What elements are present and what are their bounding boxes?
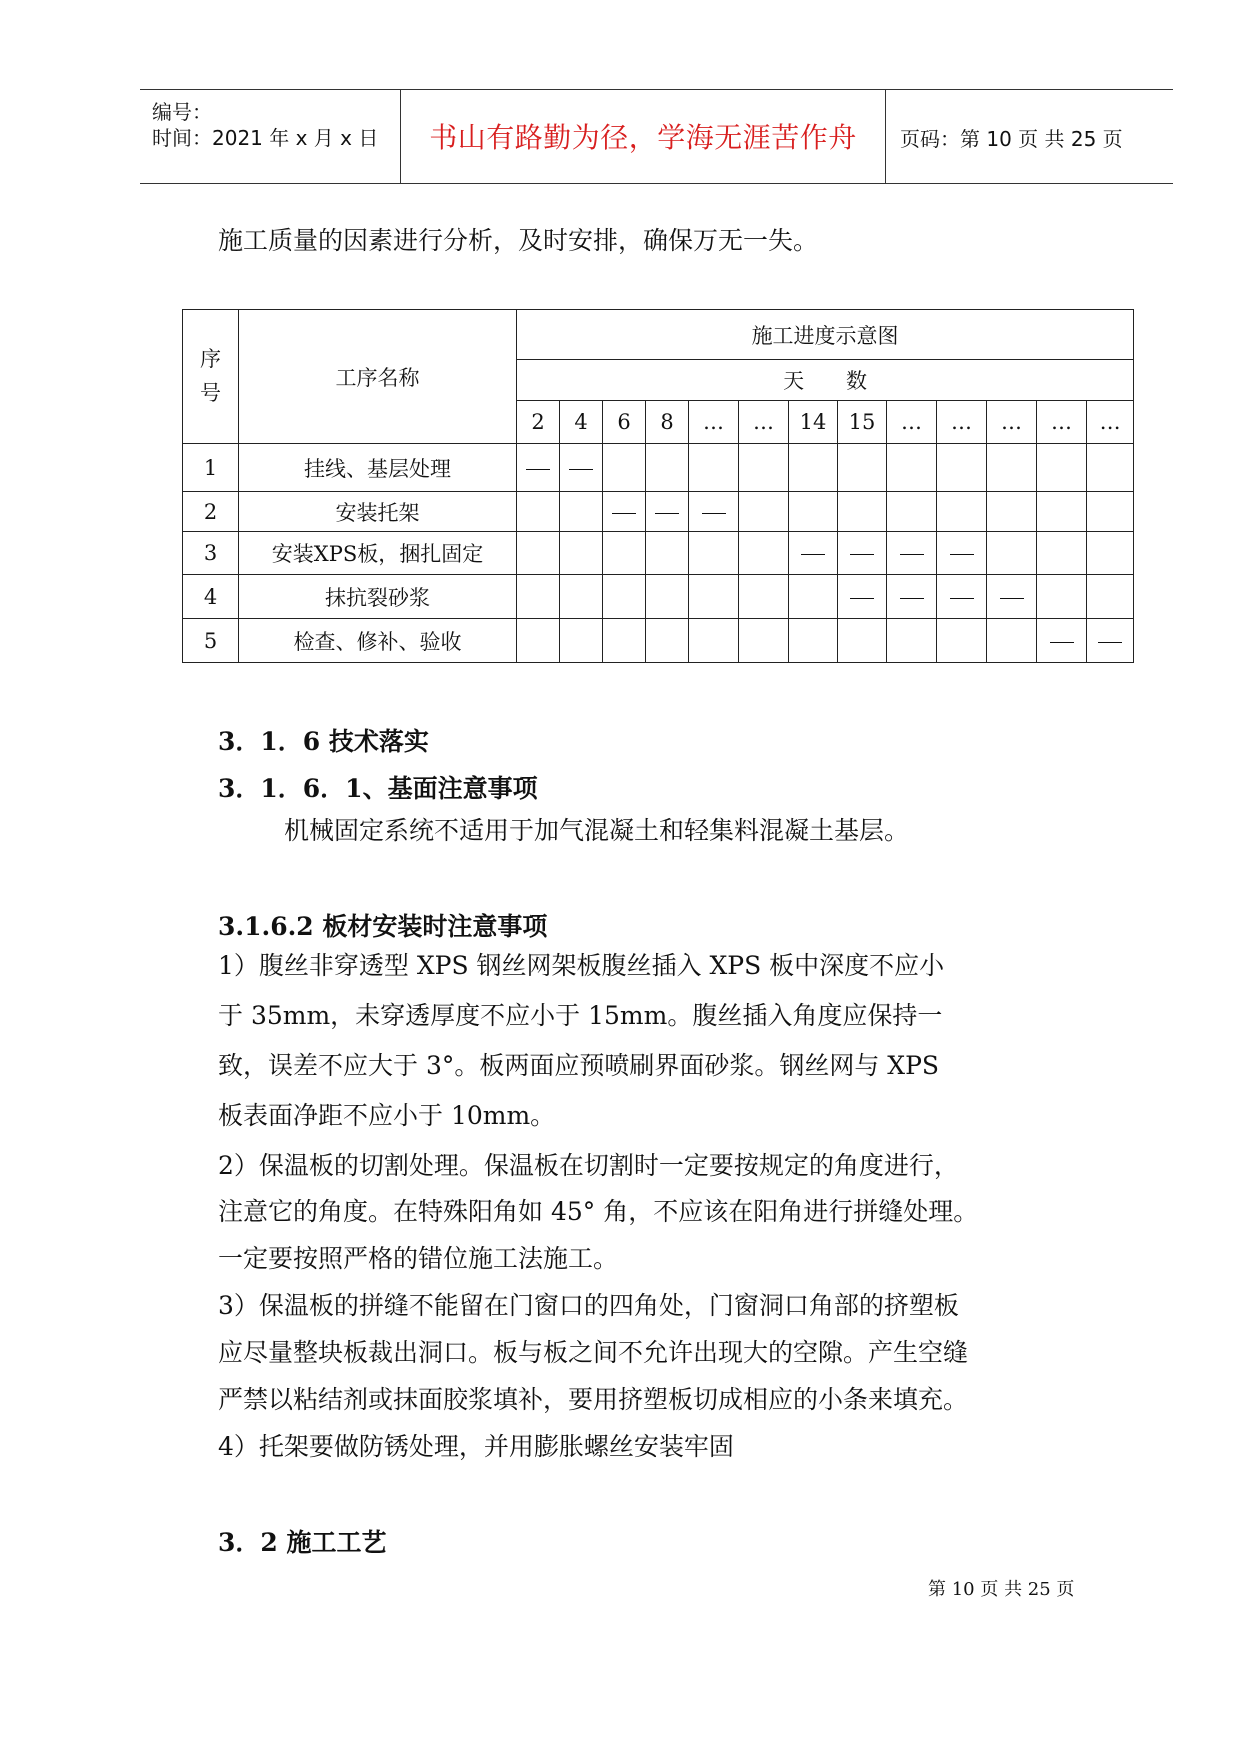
days-label: 天 数 [517, 360, 1134, 401]
section-3-1-6: 3．1．6 技术落实 [218, 727, 429, 756]
process-name: 安装XPS板，捆扎固定 [239, 532, 517, 575]
day-column-10: … [987, 401, 1037, 444]
progress-bar-mark [900, 598, 924, 599]
schedule-cell [517, 575, 560, 619]
day-column-7: 15 [838, 401, 887, 444]
schedule-cell [987, 492, 1037, 532]
table-row [183, 619, 1134, 663]
item1-line3: 致，误差不应大于 3°。板两面应预喷刷界面砂浆。钢丝网与 XPS [218, 1051, 940, 1080]
item1-line1: 1）腹丝非穿透型 XPS 钢丝网架板腹丝插入 XPS 板中深度不应小 [218, 951, 945, 980]
header-meta-cell [140, 90, 401, 183]
day-column-2: 6 [603, 401, 646, 444]
schedule-cell [789, 444, 838, 492]
schedule-cell [689, 532, 739, 575]
section-3-1-6-1: 3．1．6．1、基面注意事项 [218, 774, 538, 803]
schedule-cell [887, 575, 937, 619]
item1-line4: 板表面净距不应小于 10mm。 [218, 1101, 556, 1130]
progress-bar-mark [526, 469, 550, 470]
day-column-11: … [1037, 401, 1087, 444]
schedule-cell [646, 444, 689, 492]
progress-bar-mark [702, 513, 726, 514]
schedule-cell [517, 532, 560, 575]
process-name: 检查、修补、验收 [239, 619, 517, 663]
schedule-cell [1037, 619, 1087, 663]
item2-line2: 注意它的角度。在特殊阳角如 45° 角，不应该在阳角进行拼缝处理。 [218, 1197, 979, 1226]
day-column-5: … [739, 401, 789, 444]
schedule-cell [739, 575, 789, 619]
schedule-cell [603, 575, 646, 619]
doc-number-label: 编号： [152, 100, 212, 124]
schedule-cell [1087, 532, 1134, 575]
seq-header [183, 310, 239, 444]
item3-line2: 应尽量整块板裁出洞口。板与板之间不允许出现大的空隙。产生空缝 [218, 1338, 969, 1367]
table-row [183, 575, 1134, 619]
doc-date-label: 时间：2021 年 x 月 x 日 [152, 126, 379, 150]
schedule-cell [789, 492, 838, 532]
section-3-1-6-2: 3.1.6.2 板材安装时注意事项 [218, 912, 548, 941]
schedule-cell [689, 575, 739, 619]
item3-line3: 严禁以粘结剂或抹面胶浆填补，要用挤塑板切成相应的小条来填充。 [218, 1385, 969, 1414]
day-column-3: 8 [646, 401, 689, 444]
schedule-cell [1087, 444, 1134, 492]
schedule-body [183, 444, 1134, 663]
progress-bar-mark [655, 513, 679, 514]
process-name: 安装托架 [239, 492, 517, 532]
schedule-cell [1087, 492, 1134, 532]
row-number: 1 [183, 444, 239, 492]
progress-bar-mark [801, 554, 825, 555]
progress-bar-mark [900, 554, 924, 555]
schedule-cell [987, 532, 1037, 575]
motto: 书山有路勤为径，学海无涯苦作舟 [429, 121, 857, 154]
row-number: 2 [183, 492, 239, 532]
schedule-cell [646, 492, 689, 532]
seq-header-a: 序 [200, 346, 221, 371]
day-column-0: 2 [517, 401, 560, 444]
schedule-cell [560, 532, 603, 575]
schedule-cell [517, 492, 560, 532]
seq-header-b: 号 [200, 380, 221, 405]
schedule-cell [646, 532, 689, 575]
header-page-label: 页码：第 10 页 共 25 页 [900, 127, 1123, 151]
schedule-cell [739, 619, 789, 663]
item1-line2: 于 35mm，未穿透厚度不应小于 15mm。腹丝插入角度应保持一 [218, 1001, 943, 1030]
progress-bar-mark [950, 598, 974, 599]
page-header [140, 89, 1173, 184]
day-column-9: … [937, 401, 987, 444]
schedule-cell [646, 619, 689, 663]
schedule-cell [1037, 444, 1087, 492]
day-column-6: 14 [789, 401, 838, 444]
schedule-cell [739, 532, 789, 575]
schedule-cell [739, 444, 789, 492]
progress-bar-mark [1000, 598, 1024, 599]
schedule-cell [1087, 619, 1134, 663]
day-column-1: 4 [560, 401, 603, 444]
process-name: 挂线、基层处理 [239, 444, 517, 492]
schedule-cell [887, 619, 937, 663]
item4: 4）托架要做防锈处理，并用膨胀螺丝安装牢固 [218, 1432, 734, 1461]
schedule-cell [937, 492, 987, 532]
schedule-cell [838, 532, 887, 575]
schedule-cell [789, 575, 838, 619]
item2-line3: 一定要按照严格的错位施工法施工。 [218, 1244, 619, 1273]
schedule-cell [603, 492, 646, 532]
day-column-4: … [689, 401, 739, 444]
schedule-cell [560, 619, 603, 663]
schedule-cell [838, 575, 887, 619]
table-row [183, 492, 1134, 532]
schedule-cell [789, 619, 838, 663]
day-column-8: … [887, 401, 937, 444]
schedule-cell [838, 619, 887, 663]
schedule-cell [838, 444, 887, 492]
schedule-cell [560, 444, 603, 492]
schedule-table [182, 309, 1134, 663]
schedule-cell [603, 532, 646, 575]
day-column-12: … [1087, 401, 1134, 444]
schedule-cell [789, 532, 838, 575]
schedule-cell [560, 492, 603, 532]
row-number: 5 [183, 619, 239, 663]
name-header: 工序名称 [239, 310, 517, 444]
schedule-cell [689, 444, 739, 492]
schedule-cell [517, 619, 560, 663]
page-footer: 第 10 页 共 25 页 [928, 1579, 1075, 1600]
schedule-cell [603, 444, 646, 492]
intro-line: 施工质量的因素进行分析，及时安排，确保万无一失。 [218, 226, 819, 255]
row-number: 4 [183, 575, 239, 619]
schedule-cell [560, 575, 603, 619]
header-motto-cell [401, 90, 886, 183]
chart-title: 施工进度示意图 [517, 310, 1134, 360]
item3-line1: 3）保温板的拼缝不能留在门窗口的四角处，门窗洞口角部的挤塑板 [218, 1291, 959, 1320]
schedule-cell [603, 619, 646, 663]
schedule-cell [739, 492, 789, 532]
process-name: 抹抗裂砂浆 [239, 575, 517, 619]
progress-bar-mark [850, 598, 874, 599]
schedule-cell [1037, 575, 1087, 619]
schedule-cell [937, 575, 987, 619]
header-page-cell [886, 90, 1173, 183]
schedule-cell [937, 619, 987, 663]
schedule-cell [1037, 532, 1087, 575]
progress-bar-mark [950, 554, 974, 555]
schedule-cell [937, 532, 987, 575]
schedule-cell [689, 492, 739, 532]
schedule-cell [887, 492, 937, 532]
schedule-cell [838, 492, 887, 532]
schedule-cell [987, 619, 1037, 663]
progress-bar-mark [1050, 642, 1074, 643]
table-row [183, 532, 1134, 575]
schedule-cell [689, 619, 739, 663]
progress-bar-mark [850, 554, 874, 555]
schedule-cell [1037, 492, 1087, 532]
progress-bar-mark [612, 513, 636, 514]
schedule-cell [987, 444, 1037, 492]
schedule-cell [517, 444, 560, 492]
item2-line1: 2）保温板的切割处理。保温板在切割时一定要按规定的角度进行， [218, 1151, 959, 1180]
schedule-cell [887, 532, 937, 575]
table-row [183, 444, 1134, 492]
progress-bar-mark [1098, 642, 1122, 643]
schedule-cell [987, 575, 1037, 619]
schedule-cell [1087, 575, 1134, 619]
schedule-cell [646, 575, 689, 619]
schedule-cell [937, 444, 987, 492]
section-3-1-6-1-body: 机械固定系统不适用于加气混凝土和轻集料混凝土基层。 [284, 816, 910, 845]
progress-bar-mark [569, 469, 593, 470]
schedule-cell [887, 444, 937, 492]
section-3-2: 3．2 施工工艺 [218, 1528, 387, 1557]
row-number: 3 [183, 532, 239, 575]
